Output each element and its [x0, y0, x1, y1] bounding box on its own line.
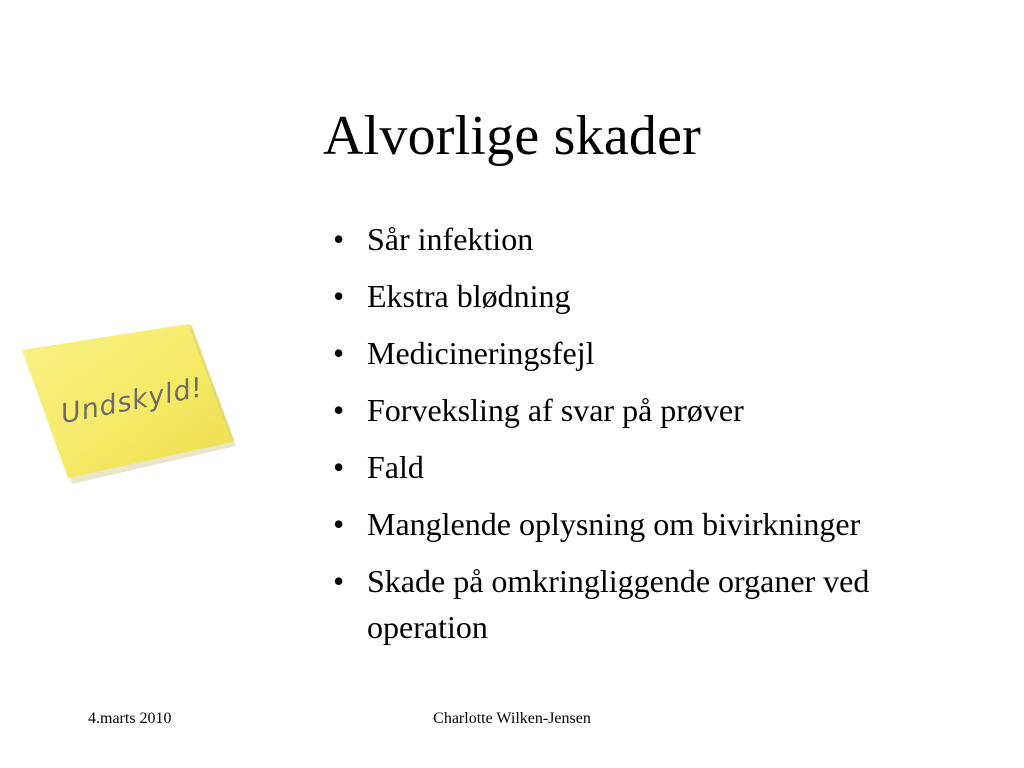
sticky-note: [20, 320, 240, 485]
sticky-note-graphic: [20, 320, 240, 485]
bullet-item: • Sår infektion: [325, 216, 1005, 262]
footer-date: 4.marts 2010: [88, 710, 172, 727]
bullet-list: [325, 216, 1005, 661]
bullet-item: • Manglende oplysning om bivirkninger: [325, 501, 1005, 547]
sticky-note-text: Undskyld!: [58, 372, 206, 431]
slide-title: Alvorlige skader: [323, 105, 701, 167]
bullet-item: • Fald: [325, 444, 1005, 490]
bullet-item: • Forveksling af svar på prøver: [325, 387, 1005, 433]
bullet-item: • Skade på omkringliggende organer ved operation: [325, 558, 927, 650]
bullet-item: • Ekstra blødning: [325, 273, 1005, 319]
footer-author: Charlotte Wilken-Jensen: [433, 710, 591, 727]
bullet-item: • Medicineringsfejl: [325, 330, 1005, 376]
